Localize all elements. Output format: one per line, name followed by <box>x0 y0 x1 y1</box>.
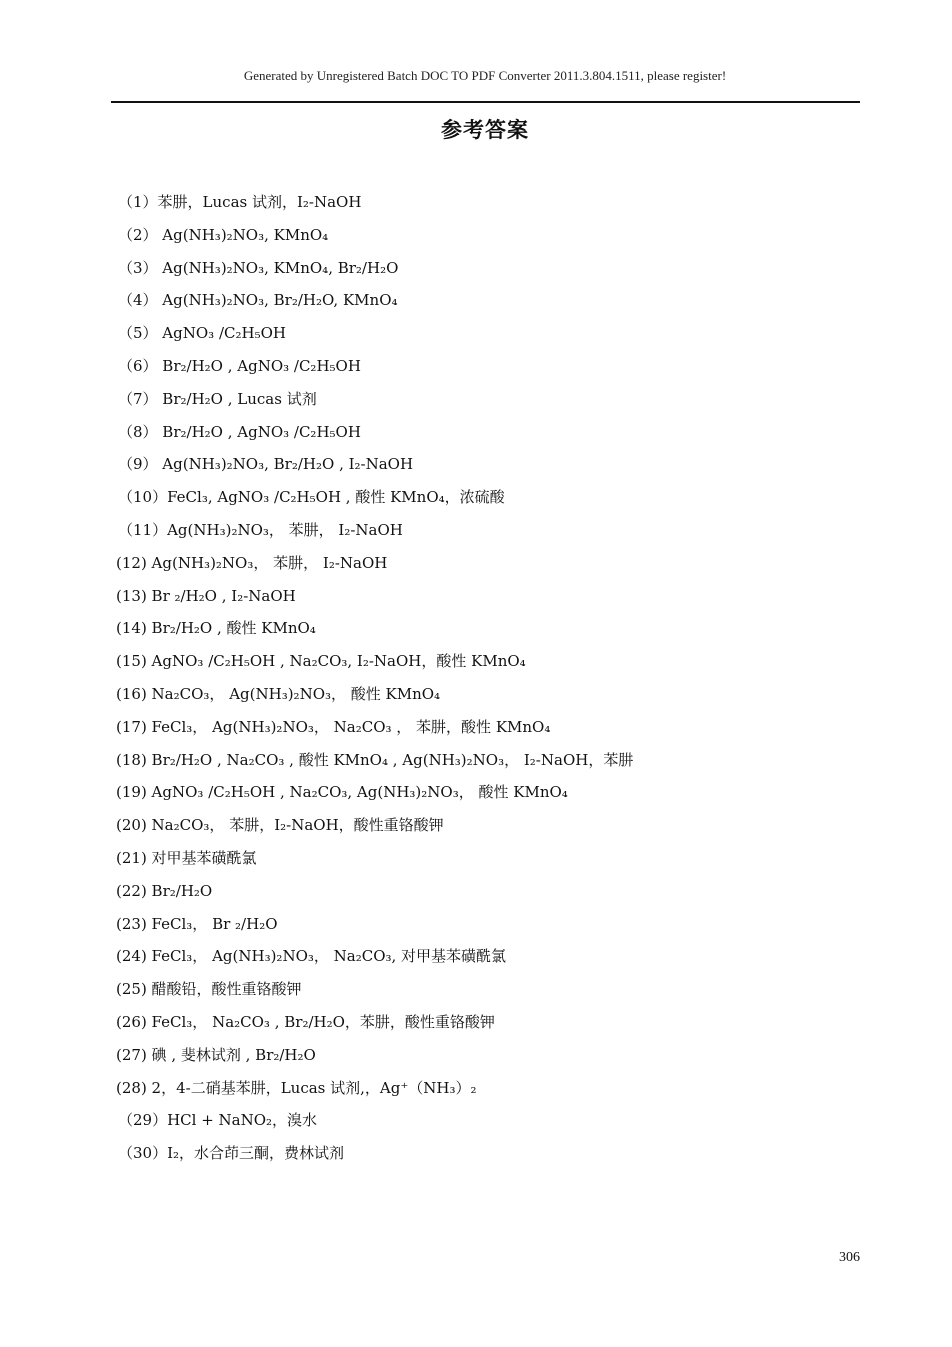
answer-item-11: （11）Ag(NH₃)₂NO₃， 苯肼， I₂-NaOH <box>118 520 403 539</box>
answer-list <box>0 186 952 1170</box>
answer-item-5: （5） AgNO₃ /C₂H₅OH <box>118 324 286 343</box>
answer-item-18: (18) Br₂/H₂O , Na₂CO₃ , 酸性 KMnO₄ , Ag(NH₃)₂NO₃， I₂-NaOH，苯肼 <box>116 750 634 769</box>
answer-item-21: (21) 对甲基苯磺酰氯 <box>116 848 257 867</box>
answer-item-24: (24) FeCl₃， Ag(NH₃)₂NO₃， Na₂CO₃, 对甲基苯磺酰氯 <box>116 947 507 966</box>
answer-item-7: （7） Br₂/H₂O , Lucas 试剂 <box>118 389 317 408</box>
answer-item-9: （9） Ag(NH₃)₂NO₃, Br₂/H₂O , I₂-NaOH <box>118 455 414 474</box>
converter-header-note: Generated by Unregistered Batch DOC TO PDF Converter 2011.3.804.1511, please register! <box>243 68 727 83</box>
answer-item-6: （6） Br₂/H₂O , AgNO₃ /C₂H₅OH <box>118 356 361 375</box>
answer-item-1: （1）苯肼，Lucas 试剂，I₂-NaOH <box>118 193 362 211</box>
answer-item-28: (28) 2，4-二硝基苯肼，Lucas 试剂,，Ag⁺（NH₃）₂ <box>116 1078 477 1097</box>
header-divider <box>111 101 860 103</box>
answer-item-15: (15) AgNO₃ /C₂H₅OH , Na₂CO₃, I₂-NaOH，酸性 KMnO₄ <box>116 652 526 671</box>
answer-item-2: （2） Ag(NH₃)₂NO₃, KMnO₄ <box>118 225 329 244</box>
answer-item-13: (13) Br ₂/H₂O , I₂-NaOH <box>116 586 296 605</box>
answer-item-4: （4） Ag(NH₃)₂NO₃, Br₂/H₂O, KMnO₄ <box>118 291 398 310</box>
answer-item-22: (22) Br₂/H₂O <box>116 881 213 900</box>
answer-item-30: （30）I₂，水合茚三酮，费林试剂 <box>118 1144 345 1163</box>
answer-item-12: (12) Ag(NH₃)₂NO₃， 苯肼， I₂-NaOH <box>116 553 388 572</box>
answer-item-3: （3） Ag(NH₃)₂NO₃, KMnO₄, Br₂/H₂O <box>118 258 399 277</box>
answer-item-14: (14) Br₂/H₂O , 酸性 KMnO₄ <box>116 619 316 638</box>
answer-item-8: （8） Br₂/H₂O , AgNO₃ /C₂H₅OH <box>118 422 361 441</box>
answer-item-27: (27) 碘 , 斐林试剂 , Br₂/H₂O <box>116 1045 316 1064</box>
answer-item-16: (16) Na₂CO₃， Ag(NH₃)₂NO₃， 酸性 KMnO₄ <box>116 684 441 703</box>
answer-item-29: （29）HCl + NaNO₂，溴水 <box>118 1111 318 1130</box>
answer-item-20: (20) Na₂CO₃， 苯肼，I₂-NaOH，酸性重铬酸钾 <box>116 816 444 835</box>
page-number: 306 <box>839 1250 860 1265</box>
answer-item-23: (23) FeCl₃， Br ₂/H₂O <box>116 914 278 933</box>
page-title: 参考答案 <box>441 118 529 142</box>
answer-item-26: (26) FeCl₃， Na₂CO₃ , Br₂/H₂O，苯肼，酸性重铬酸钾 <box>116 1012 495 1031</box>
answer-item-10: （10）FeCl₃, AgNO₃ /C₂H₅OH , 酸性 KMnO₄，浓硫酸 <box>118 488 505 507</box>
answer-item-19: (19) AgNO₃ /C₂H₅OH , Na₂CO₃, Ag(NH₃)₂NO₃， 酸性 KMnO₄ <box>116 783 568 802</box>
answer-item-25: (25) 醋酸铅，酸性重铬酸钾 <box>116 980 302 999</box>
answer-item-17: (17) FeCl₃， Ag(NH₃)₂NO₃， Na₂CO₃ ， 苯肼，酸性 KMnO₄ <box>116 717 551 736</box>
